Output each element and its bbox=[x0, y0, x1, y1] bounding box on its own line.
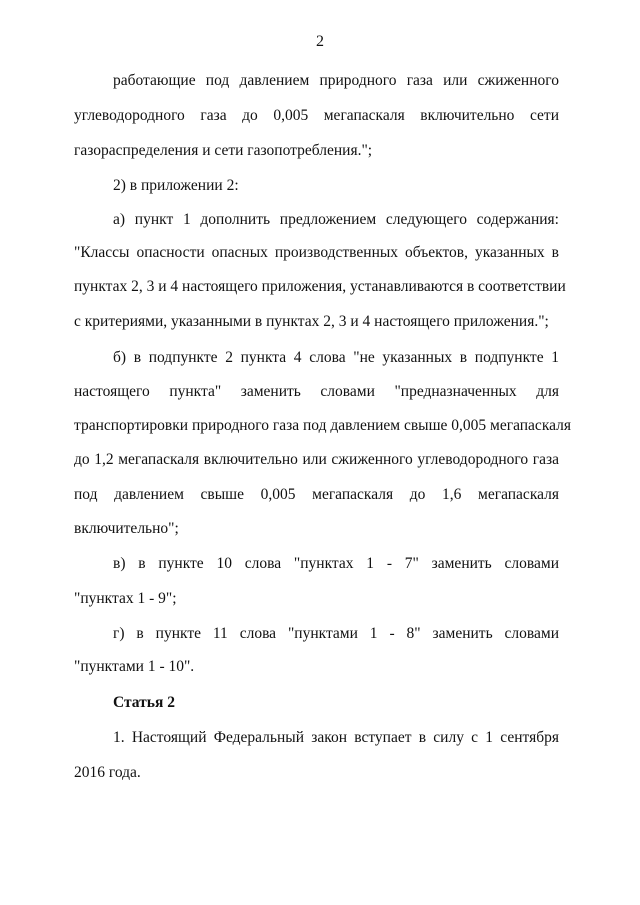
text-line: с критериями, указанными в пунктах 2, 3 и 4 настоящего приложения."; bbox=[74, 313, 549, 330]
text-line: 1. Настоящий Федеральный закон вступает в силу с 1 сентября bbox=[113, 729, 559, 746]
text-line: 2016 года. bbox=[74, 764, 141, 781]
text-line: настоящего пункта" заменить словами "предназначенных для bbox=[74, 383, 559, 400]
text-line: до 1,2 мегапаскаля включительно или сжиженного углеводородного газа bbox=[74, 451, 559, 468]
text-line: газораспределения и сети газопотребления."; bbox=[74, 142, 373, 159]
text-line: г) в пункте 11 слова "пунктами 1 - 8" заменить словами bbox=[113, 625, 559, 642]
text-line: в) в пункте 10 слова "пунктах 1 - 7" заменить словами bbox=[113, 555, 559, 572]
text-line: 2) в приложении 2: bbox=[113, 177, 239, 194]
text-line: "пунктами 1 - 10". bbox=[74, 658, 195, 675]
text-line: б) в подпункте 2 пункта 4 слова "не указанных в подпункте 1 bbox=[113, 349, 559, 366]
text-line: углеводородного газа до 0,005 мегапаскаля включительно сети bbox=[74, 107, 559, 124]
article-heading: Статья 2 bbox=[113, 694, 175, 711]
text-line: "Классы опасности опасных производственных объектов, указанных в bbox=[74, 244, 559, 261]
text-line: а) пункт 1 дополнить предложением следующего содержания: bbox=[113, 211, 559, 228]
text-line: "пунктах 1 - 9"; bbox=[74, 590, 177, 607]
text-line: пунктах 2, 3 и 4 настоящего приложения, устанавливаются в соответствии bbox=[74, 278, 566, 295]
text-line: под давлением свыше 0,005 мегапаскаля до 1,6 мегапаскаля bbox=[74, 486, 559, 503]
text-line: включительно"; bbox=[74, 520, 179, 537]
page-number: 2 bbox=[316, 33, 324, 50]
text-line: работающие под давлением природного газа или сжиженного bbox=[113, 72, 559, 89]
text-line: транспортировки природного газа под давлением свыше 0,005 мегапаскаля bbox=[74, 417, 571, 434]
